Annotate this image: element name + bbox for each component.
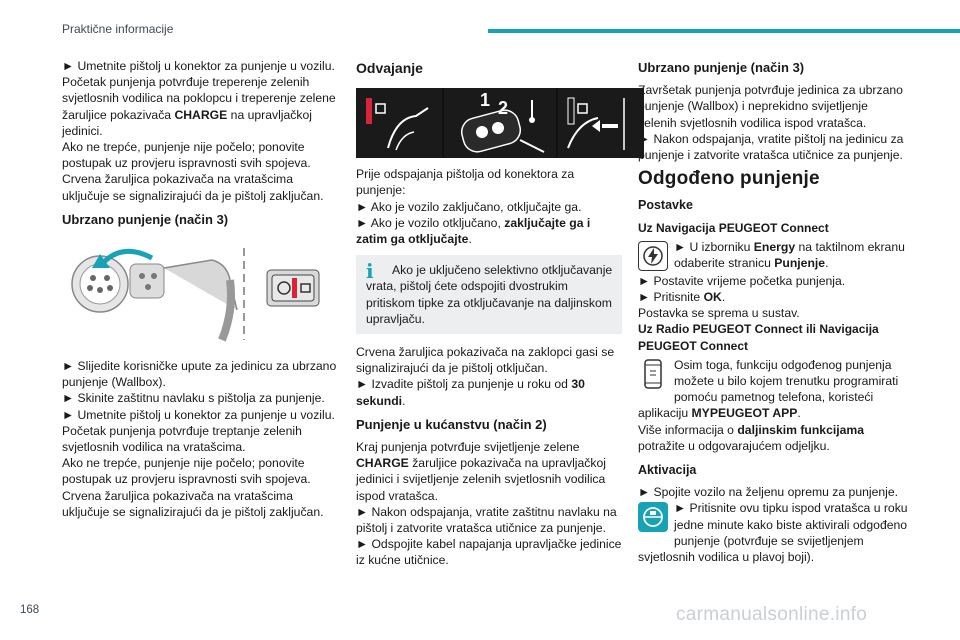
column-2 [356, 58, 622, 569]
charging-flap-unlocked-icon [558, 88, 644, 158]
paragraph: ► Skinite zaštitnu navlaku s pištolja za punjenje. [62, 391, 325, 406]
column-1 [62, 58, 340, 520]
text: na taktilnom ekranu odaberite stranicu [674, 239, 905, 271]
paragraph: Ako ne trepće, punjenje nije počelo; ponovite postupak uz provjeru ispravnosti svih spojeva. [62, 140, 311, 171]
paragraph: ► Slijedite korisničke upute za jedinicu za ubrzano punjenje (Wallbox). [62, 359, 337, 390]
paragraph: Crvena žaruljica pokazivača na vratašcima uključuje se signalizirajući da je pištolj zaključan. [62, 488, 324, 519]
column-3 [638, 58, 908, 565]
bold-text: daljinskim funkcijama [737, 422, 865, 437]
header-accent-bar [488, 29, 960, 33]
section-title: Praktične informacije [62, 22, 174, 36]
bold-text: zaključajte ga i zatim ga otključajte [356, 215, 591, 247]
paragraph: ► Nakon odspajanja, vratite zaštitnu navlaku na pištolj i zatvorite vratašca utičnice za punjenje. [356, 504, 617, 536]
text: Osim toga, funkciju odgođenog punjenja možete u bilo kojem trenutku programirati pomoću pametnog telefona, koristeći aplikaciju [638, 357, 899, 421]
section-heading: Ubrzano punjenje (način 3) [638, 60, 805, 75]
navigation-step [638, 239, 908, 271]
bold-text: Energy [753, 239, 796, 254]
delayed-charge-plug-icon [638, 502, 668, 532]
paragraph: Prije odspajanja pištolja od konektora za punjenje: [356, 167, 575, 198]
paragraph: Crvena žaruljica pokazivača na zaklopci gasi se signalizirajući da je pištolj otključan. [356, 345, 615, 376]
note-text: Ako je uključeno selektivno otključavanje vrata, pištolj ćete odspojiti dvostrukim pritiskom tipke za otključavanje na daljinskom upravljaču. [366, 263, 613, 326]
paragraph [638, 422, 908, 454]
subheading: Uz Navigacija PEUGEOT Connect [638, 220, 829, 235]
activation-step [638, 500, 908, 565]
text: Kraj punjenja potvrđuje svijetljenje zelene [356, 440, 580, 455]
paragraph: ► Spojite vozilo na željenu opremu za punjenje. [638, 485, 899, 500]
paragraph: ► Odspojite kabel napajanja upravljačke jedinice iz kućne utičnice. [356, 537, 622, 568]
section-heading: Punjenje u kućanstvu (način 2) [356, 416, 547, 432]
paragraph: ► Pritisnite ovu tipku ispod vratašca u roku jedne minute kako biste aktivirali odgođeno punjenje (potvrđuje se svijetljenjem svjetlosnih vodilica u plavoj boji). [638, 501, 908, 565]
bold-text: CHARGE [356, 456, 409, 471]
text: Početak punjenja potvrđuje treperenje zelenih svjetlosnih vodilica na poklopcu i treperenje zelene žaruljice pokazivača [62, 75, 336, 122]
remote-key-icon [444, 88, 556, 158]
text: Više informacija o [638, 422, 738, 437]
paragraph: ► Postavite vrijeme početka punjenja. [638, 273, 846, 288]
charging-flap-locked-icon [356, 88, 442, 158]
text: . [825, 256, 829, 271]
paragraph [62, 74, 340, 139]
text: ► Ako je vozilo otključano, [356, 215, 505, 230]
step-number-2: 2 [498, 98, 509, 119]
paragraph [356, 439, 622, 504]
section-heading: Ubrzano punjenje (način 3) [62, 211, 229, 227]
smartphone-step [638, 357, 908, 422]
paragraph [356, 215, 622, 247]
paragraph: Ako ne trepće, punjenje nije počelo; ponovite postupak uz provjeru ispravnosti svih spojeva. [62, 456, 311, 487]
paragraph: ► Ako je vozilo zaključano, otključajte ga. [356, 199, 582, 214]
text: . [797, 406, 801, 421]
lightning-bolt-icon [638, 241, 668, 271]
paragraph: Postavka se sprema u sustav. [638, 306, 800, 321]
text: . [721, 290, 726, 305]
subheading: Postavke [638, 198, 693, 213]
wallbox-connector-illustration [62, 240, 340, 348]
paragraph [638, 239, 908, 271]
subheading: Aktivacija [638, 463, 697, 478]
text: . [468, 232, 472, 247]
text: ► Pritisnite [638, 290, 704, 305]
bold-text: MYPEUGEOT APP [691, 406, 798, 421]
paragraph: ► Nakon odspajanja, vratite pištolj na jedinicu za punjenje i zatvorite vratašca utičnice za punjenje. [638, 131, 904, 163]
text: ► Izvadite pištolj za punjenje u roku od [356, 377, 572, 392]
paragraph [638, 289, 908, 305]
text: . [402, 393, 406, 408]
section-title: Odgođeno punjenje [638, 168, 820, 190]
bold-text: Punjenje [774, 256, 826, 271]
paragraph: ► Umetnite pištolj u konektor za punjenje u vozilu. [62, 407, 335, 422]
text: ► U izborniku [674, 239, 754, 254]
smartphone-icon [638, 359, 668, 389]
paragraph [638, 357, 908, 422]
subheading: Uz Radio PEUGEOT Connect ili Navigacija PEUGEOT Connect [638, 322, 879, 353]
info-note [356, 255, 622, 334]
paragraph: Završetak punjenja potvrđuje jedinica za ubrzano punjenje (Wallbox) i neprekidno svijetljenje zelenih svjetlosnih vodilica ispod vratašca. [638, 83, 903, 130]
text: žaruljice pokazivača na upravljačkoj jedinici i svijetljenje zelenih svjetlosnih vodilica ispod vratašca. [356, 456, 606, 503]
section-heading: Odvajanje [356, 60, 423, 76]
bold-text: OK [703, 290, 722, 305]
paragraph: ► Umetnite pištolj u konektor za punjenje u vozilu. [62, 59, 335, 73]
paragraph: Crvena žaruljica pokazivača na vratašcima uključuje se signalizirajući da je pištolj zaključan. [62, 172, 324, 203]
text: na upravljačkoj jedinici. [62, 107, 312, 138]
connector-plug-icon [62, 240, 340, 348]
bold-text: CHARGE [174, 107, 228, 122]
bold-text: 30 sekundi [356, 377, 585, 408]
paragraph: Početak punjenja potvrđuje treptanje zelenih svjetlosnih vodilica na vratašcima. [62, 423, 302, 455]
text: potražite u odgovarajućem odjeljku. [638, 438, 830, 453]
paragraph [356, 376, 622, 408]
unlock-illustration [356, 88, 620, 158]
info-icon: i [366, 259, 374, 284]
watermark: carmanualsonline.info [676, 604, 868, 625]
step-number-1: 1 [480, 90, 491, 111]
page-number: 168 [20, 604, 40, 616]
